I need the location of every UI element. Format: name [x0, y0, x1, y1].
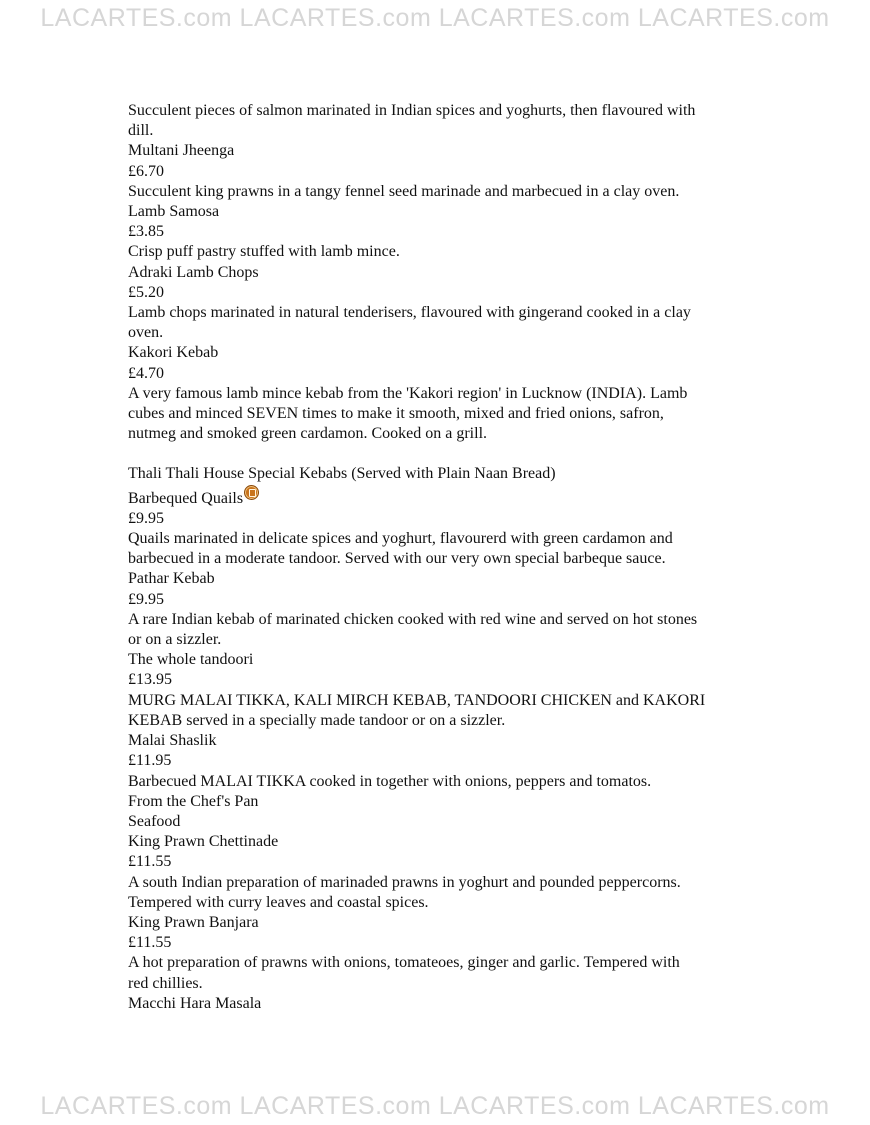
- item-description: KEBAB served in a specially made tandoor or on a sizzler.: [128, 711, 506, 729]
- item-price: £11.55: [128, 934, 172, 952]
- item-description: barbecued in a moderate tandoor. Served with our very own special barbeque sauce.: [128, 550, 666, 568]
- item-price: £13.95: [128, 671, 172, 689]
- item-price: £6.70: [128, 162, 164, 180]
- item-description: Barbecued MALAI TIKKA cooked in together with onions, peppers and tomatos.: [128, 772, 652, 790]
- item-description: A very famous lamb mince kebab from the 'Kakori region' in Lucknow (INDIA). Lamb: [128, 384, 688, 402]
- item-name: Kakori Kebab: [128, 344, 219, 362]
- dietary-badge-icon: [244, 485, 259, 500]
- item-name: Barbequed Quails: [128, 489, 244, 507]
- item-description: Succulent king prawns in a tangy fennel seed marinade and marbecued in a clay oven.: [128, 182, 680, 200]
- item-price: £3.85: [128, 223, 164, 241]
- item-description: Tempered with curry leaves and coastal spices.: [128, 893, 429, 911]
- item-description: A rare Indian kebab of marinated chicken cooked with red wine and served on hot stones: [128, 610, 698, 628]
- item-description: Quails marinated in delicate spices and yoghurt, flavourerd with green cardamon and: [128, 530, 673, 548]
- item-price: £5.20: [128, 283, 164, 301]
- item-description: Lamb chops marinated in natural tenderisers, flavoured with gingerand cooked in a clay: [128, 304, 691, 322]
- item-description: nutmeg and smoked green cardamon. Cooked on a grill.: [128, 425, 488, 443]
- item-price: £11.55: [128, 853, 172, 871]
- item-price: £11.95: [128, 752, 172, 770]
- item-price: £4.70: [128, 364, 164, 382]
- item-price: £9.95: [128, 590, 164, 608]
- item-name: Multani Jheenga: [128, 142, 235, 160]
- item-description: red chillies.: [128, 974, 203, 992]
- item-name: Adraki Lamb Chops: [128, 263, 259, 281]
- subsection-heading: Seafood: [128, 812, 181, 830]
- item-name: The whole tandoori: [128, 651, 254, 669]
- watermark-bottom: LACARTES.com LACARTES.com LACARTES.com LACARTES.com: [40, 1092, 830, 1120]
- item-name: Lamb Samosa: [128, 203, 220, 221]
- watermark-top: LACARTES.com LACARTES.com LACARTES.com LACARTES.com: [40, 4, 830, 32]
- item-name: Pathar Kebab: [128, 570, 215, 588]
- item-description: MURG MALAI TIKKA, KALI MIRCH KEBAB, TANDOORI CHICKEN and KAKORI: [128, 691, 706, 709]
- section-heading: Thali Thali House Special Kebabs (Served with Plain Naan Bread): [128, 465, 556, 483]
- item-name: King Prawn Banjara: [128, 913, 259, 931]
- item-name: Malai Shaslik: [128, 732, 217, 750]
- item-description: dill.: [128, 122, 154, 140]
- menu-content: [128, 101, 748, 1014]
- item-description: or on a sizzler.: [128, 631, 222, 649]
- item-name: Macchi Hara Masala: [128, 994, 262, 1012]
- section-heading: From the Chef's Pan: [128, 792, 259, 810]
- item-description: Crisp puff pastry stuffed with lamb mince.: [128, 243, 400, 261]
- item-description: oven.: [128, 324, 164, 342]
- item-price: £9.95: [128, 509, 164, 527]
- item-name-row: [128, 485, 748, 509]
- section-spacer: [128, 444, 748, 464]
- item-name: King Prawn Chettinade: [128, 833, 279, 851]
- item-description: Succulent pieces of salmon marinated in Indian spices and yoghurts, then flavoured with: [128, 102, 696, 119]
- item-description: A hot preparation of prawns with onions, tomateoes, ginger and garlic. Tempered with: [128, 954, 680, 972]
- item-description: cubes and minced SEVEN times to make it smooth, mixed and fried onions, safron,: [128, 405, 664, 423]
- item-description: A south Indian preparation of marinaded prawns in yoghurt and pounded peppercorns.: [128, 873, 681, 891]
